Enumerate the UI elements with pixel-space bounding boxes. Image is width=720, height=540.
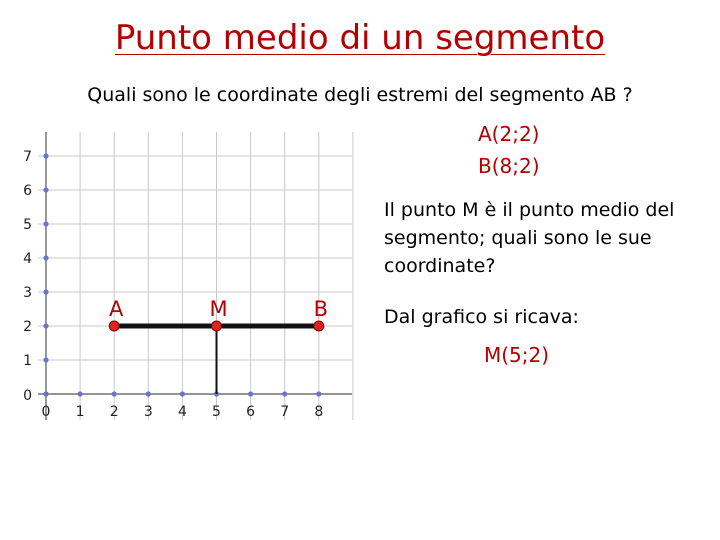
x-tick-label: 6 xyxy=(246,404,256,420)
axis-dot xyxy=(316,391,321,396)
y-tick-label: 4 xyxy=(23,251,32,267)
x-tick-label: 0 xyxy=(41,404,51,420)
y-tick-label: 6 xyxy=(23,183,32,199)
y-tick-label: 2 xyxy=(23,319,32,335)
x-tick-label: 8 xyxy=(314,404,324,420)
axis-dot xyxy=(43,357,48,362)
point-label-m: M xyxy=(209,297,228,321)
axis-dot xyxy=(282,391,287,396)
axis-dot xyxy=(43,289,48,294)
axis-dot xyxy=(248,391,253,396)
axis-dot xyxy=(112,391,117,396)
x-tick-label: 2 xyxy=(109,404,119,420)
y-tick-label: 1 xyxy=(23,353,32,369)
grid xyxy=(38,132,353,420)
axis-dot xyxy=(43,153,48,158)
y-tick-label: 0 xyxy=(23,388,32,404)
axis-dot xyxy=(43,323,48,328)
axis-dot xyxy=(146,391,151,396)
y-tick-label: 7 xyxy=(23,149,32,165)
point-label-b: B xyxy=(313,297,329,321)
question-text: Quali sono le coordinate degli estremi del segmento AB ? xyxy=(87,84,633,106)
axis-dot xyxy=(43,391,48,396)
axis-dot xyxy=(43,187,48,192)
y-tick-label: 3 xyxy=(23,285,32,301)
x-tick-label: 3 xyxy=(143,404,153,420)
x-tick-label: 7 xyxy=(280,404,290,420)
midpoint-question: Il punto M è il punto medio del segmento; quali sono le sue coordinate? xyxy=(384,199,675,277)
coordinate-a: A(2;2) xyxy=(478,122,540,146)
axis-dot xyxy=(43,221,48,226)
x-tick-label: 4 xyxy=(177,404,187,420)
from-graph-text: Dal grafico si ricava: xyxy=(384,306,579,328)
axis-dot xyxy=(180,391,185,396)
page-title: Punto medio di un segmento xyxy=(114,18,606,58)
point-label-a: A xyxy=(109,297,124,321)
point-a xyxy=(109,321,119,331)
point-b xyxy=(314,321,324,331)
midpoint-result: M(5;2) xyxy=(484,343,550,367)
axis-dot xyxy=(43,255,48,260)
x-tick-label: 5 xyxy=(212,404,221,420)
coordinate-b: B(8;2) xyxy=(478,154,540,178)
point-m xyxy=(212,321,222,331)
axis-dot xyxy=(78,391,83,396)
y-tick-label: 5 xyxy=(23,217,32,233)
x-tick-label: 1 xyxy=(75,404,85,420)
